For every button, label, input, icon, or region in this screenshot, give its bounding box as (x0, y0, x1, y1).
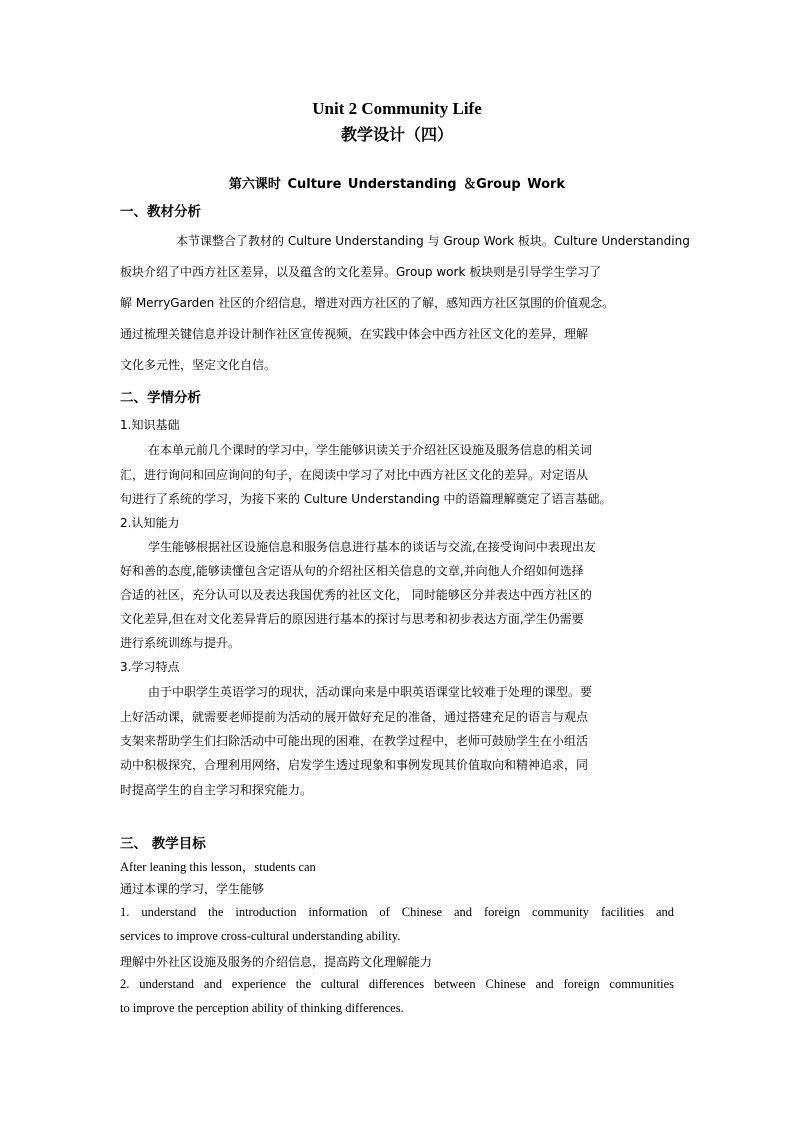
paragraph-line: 句进行了系统的学习，为接下来的 Culture Understanding 中的语篇理解奠定了语言基础。 (120, 492, 612, 506)
objective-1-en-line-2: services to improve cross-cultural understanding ability. (120, 929, 401, 943)
paragraph-line: 学生能够根据社区设施信息和服务信息进行基本的谈话与交流,在接受询问中表现出友 (148, 540, 596, 554)
paragraph-line: 汇，进行询问和回应询问的句子，在阅读中学习了对比中西方社区文化的差异。对定语从 (120, 468, 589, 482)
objective-2-en-line-1: 2. understand and experience the cultural differences between Chinese and foreign communities (120, 977, 674, 991)
objective-1-cn: 理解中外社区设施及服务的介绍信息，提高跨文化理解能力 (120, 955, 433, 969)
lesson-heading: 第六课时 Culture Understanding ＆Group Work (228, 177, 566, 192)
objectives-intro-cn: 通过本课的学习，学生能够 (120, 882, 265, 896)
objectives-intro-en: After leaning this lesson，students can (120, 860, 316, 874)
objective-2-en-line-2: to improve the perception ability of thinking differences. (120, 1001, 404, 1015)
paragraph-line: 文化差异,但在对文化差异背后的原因进行基本的探讨与思考和初步表达方面,学生仍需要 (120, 612, 584, 626)
subsection-label-learning-traits: 3.学习特点 (120, 660, 180, 674)
paragraph-line: 支架来帮助学生们扫除活动中可能出现的困难，在教学过程中，老师可鼓励学生在小组活 (120, 734, 589, 748)
objective-1-en-line-1: 1. understand the introduction information of Chinese and foreign community facilities and (120, 905, 674, 919)
paragraph-line: 文化多元性，坚定文化自信。 (120, 358, 277, 372)
section-heading-teaching-objectives: 三、 教学目标 (120, 836, 206, 852)
section-heading-learner-analysis: 二、学情分析 (120, 390, 201, 406)
paragraph-line: 上好活动课，就需要老师提前为活动的展开做好充足的准备，通过搭建充足的语言与观点 (120, 710, 589, 724)
subsection-label-knowledge: 1.知识基础 (120, 418, 180, 432)
paragraph-line: 合适的社区，充分认可以及表达我国优秀的社区文化， 同时能够区分并表达中西方社区的 (120, 588, 592, 602)
paragraph-line: 好和善的态度,能够读懂包含定语从句的介绍社区相关信息的文章,并向他人介绍如何选择 (120, 564, 584, 578)
paragraph-line: 解 MerryGarden 社区的介绍信息，增进对西方社区的了解，感知西方社区氛围的价值观念。 (120, 296, 615, 310)
document-subtitle: 教学设计（四） (340, 125, 453, 144)
paragraph-line: 在本单元前几个课时的学习中，学生能够识读关于介绍社区设施及服务信息的相关词 (148, 443, 593, 457)
section-heading-material-analysis: 一、教材分析 (120, 204, 201, 220)
paragraph-line: 本节课整合了教材的 Culture Understanding 与 Group Work 板块。Culture Understanding (176, 234, 690, 248)
paragraph-line: 动中积极探究，合理利用网络，启发学生透过现象和事例发现其价值取向和精神追求，同 (120, 758, 589, 772)
paragraph-line: 板块介绍了中西方社区差异，以及蕴含的文化差异。Group work 板块则是引导学生学习了 (120, 265, 602, 279)
paragraph-line: 时提高学生的自主学习和探究能力。 (120, 783, 313, 797)
paragraph-line: 由于中职学生英语学习的现状，活动课向来是中职英语课堂比较难于处理的课型。要 (148, 685, 593, 699)
document-title: Unit 2 Community Life (312, 99, 482, 118)
subsection-label-cognition: 2.认知能力 (120, 516, 180, 530)
paragraph-line: 进行系统训练与提升。 (120, 636, 241, 650)
paragraph-line: 通过梳理关键信息并设计制作社区宣传视频，在实践中体会中西方社区文化的差异，理解 (120, 327, 589, 341)
